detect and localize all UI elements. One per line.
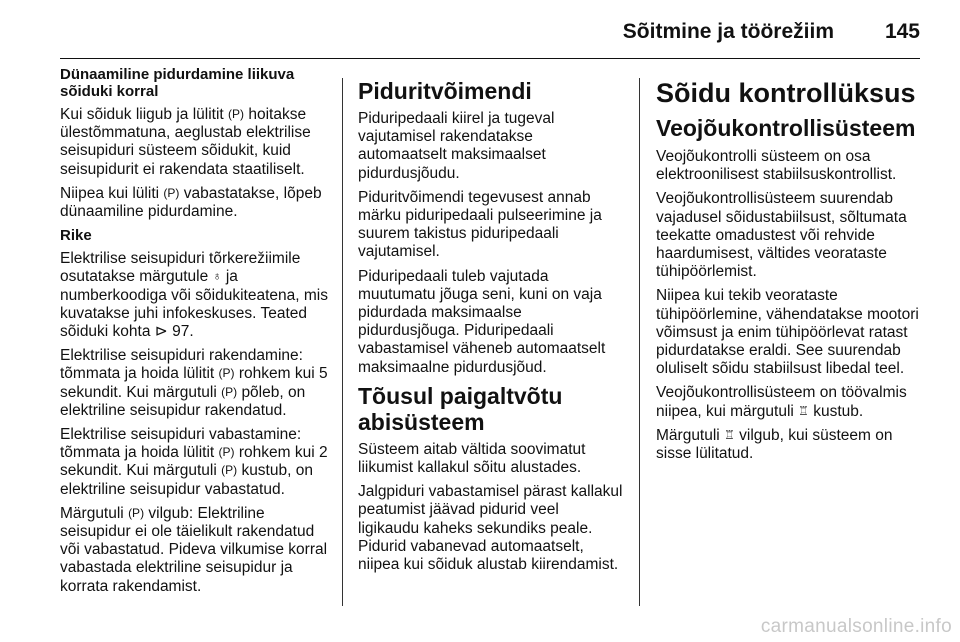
section-title-traction-control: Veojõukontrollisüsteem: [656, 115, 916, 141]
watermark: carmanualsonline.info: [760, 616, 952, 637]
parking-brake-icon: (P): [221, 463, 238, 478]
chapter-section-title: Sõidu kontrollüksus: [656, 78, 916, 108]
paragraph: Niipea kui tekib veorataste tühipöörlemine, vähendatakse mootori võimsust ja enim tühipöörlevat ratast pidurdatakse eraldi. See suurendab oluliselt sõidu stabiilsust libedal teel.: [656, 287, 919, 378]
column-right: [656, 78, 922, 469]
parking-brake-icon: (P): [218, 445, 235, 460]
paragraph: Süsteem aitab vältida soovimatut liikumist kallakul sõitu alustades.: [358, 440, 586, 477]
page-header: [60, 0, 920, 59]
section-title-fault: Rike: [60, 227, 92, 245]
section-title-brake-assist: Piduritvõimendi: [358, 78, 532, 104]
page-number: 145: [884, 20, 920, 43]
traction-control-icon: ♖: [724, 427, 735, 442]
section-title-dynamic-braking: Dünaamiline pidurdamine liikuva sõiduki korral: [60, 66, 295, 100]
traction-control-icon: ♖: [798, 403, 809, 418]
paragraph: Jalgpiduri vabastamisel pärast kallakul peatumist jäävad pidurid veel ligikaudu kaheks sekundiks peale. Pidurid vabanevad automaatselt, niipea kui sõiduk alustab kiirendamist.: [358, 483, 623, 574]
paragraph: Veojõukontrollisüsteem suurendab vajadusel sõidustabiilsust, sõltumata teekatte omadustest või rehvide haardumisest, vältides veorataste tühipöörlemist.: [656, 190, 907, 281]
paragraph: Elektrilise seisupiduri tõrkerežiimile osutatakse märgutule ♁ ja numberkoodiga või sõidukiteatena, mis kuvatakse juhi infokeskuses. Teated sõiduki kohta ⊳ 97.: [60, 250, 328, 341]
page-reference-link[interactable]: 97.: [172, 323, 194, 341]
brake-fault-icon: ♁: [212, 269, 222, 284]
paragraph: Piduripedaali kiirel ja tugeval vajutamisel rakendatakse automaatselt maksimaalset pidurdusjõudu.: [358, 110, 555, 182]
paragraph: Niipea kui lüliti (P) vabastatakse, lõpeb dünaamiline pidurdamine.: [60, 184, 322, 221]
parking-brake-icon: (P): [228, 107, 245, 121]
paragraph: Veojõukontrollisüsteem on töövalmis niipea, kui märgutuli ♖ kustub.: [656, 384, 907, 420]
paragraph: Märgutuli (P) vilgub: Elektriline seisupidur ei ole täielikult rakendatud või vabastatud. Pideva vilkumise korral vabastada elektriline seisupidur ja korrata rakendamist.: [60, 504, 328, 595]
chapter-title: Sõitmine ja töörežiim: [622, 20, 834, 43]
parking-brake-icon: (P): [218, 366, 235, 381]
column-left: [60, 66, 328, 602]
paragraph: Märgutuli ♖ vilgub, kui süsteem on sisse lülitatud.: [656, 426, 893, 463]
paragraph: Piduripedaali tuleb vajutada muutumatu jõuga seni, kuni on vaja pidurdada maksimaalse pidurdusjõuga. Piduripedaali vabastamisel väheneb automaatselt maksimaalne pidurdusjõud.: [358, 267, 606, 376]
column-divider: [342, 78, 343, 606]
parking-brake-icon: (P): [128, 505, 145, 520]
section-title-hill-start-assist: Tõusul paigaltvõtu abisüsteem: [358, 382, 563, 435]
paragraph: Kui sõiduk liigub ja lülitit (P) hoitakse ülestõmmatuna, aeglustab elektrilise seisupiduri süsteem sõidukit, kuid seisupidurit ei rakendata staatiliselt.: [60, 106, 311, 178]
paragraph: Veojõukontrolli süsteem on osa elektroonilisest stabiilsuskontrollist.: [656, 148, 897, 184]
column-middle: [358, 78, 624, 580]
paragraph: Piduritvõimendi tegevusest annab märku piduripedaali pulseerimine ja suurem takistus piduripedaali vajutamisel.: [358, 188, 602, 261]
parking-brake-icon: (P): [163, 185, 180, 200]
column-divider: [639, 78, 640, 606]
paragraph: Elektrilise seisupiduri vabastamine: tõmmata ja hoida lülitit (P) rohkem kui 2 sekundit. Kui märgutuli (P) kustub, on elektriline seisupidur vabastatud.: [60, 426, 328, 498]
page-reference-arrow-icon: ⊳: [154, 323, 168, 341]
paragraph: Elektrilise seisupiduri rakendamine: tõmmata ja hoida lülitit (P) rohkem kui 5 sekundit. Kui märgutuli (P) põleb, on elektriline seisupidur rakendatud.: [60, 347, 328, 419]
parking-brake-icon: (P): [221, 384, 238, 399]
